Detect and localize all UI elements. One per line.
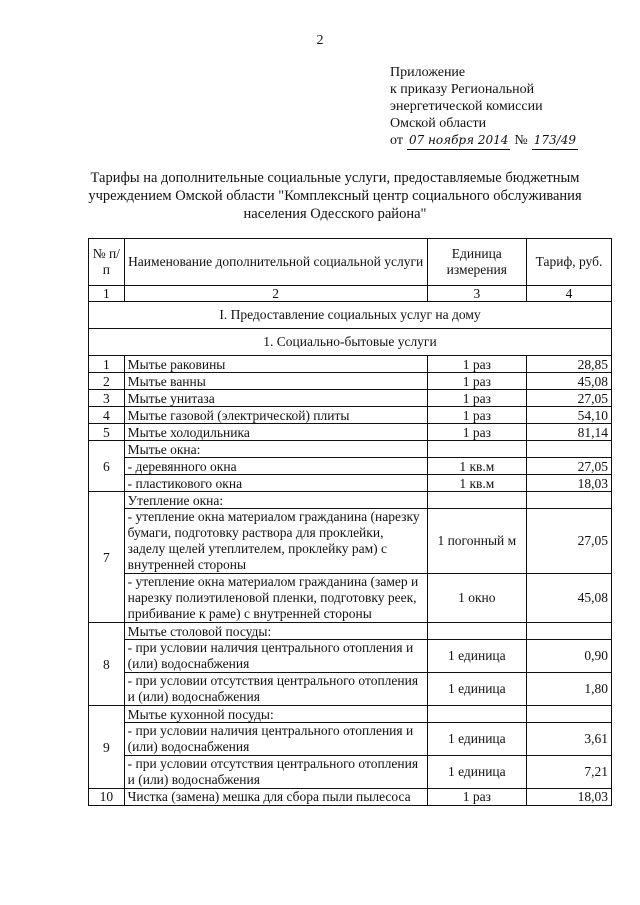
row-number: 5 bbox=[89, 424, 125, 441]
tariff: 18,03 bbox=[526, 475, 611, 492]
tariff: 18,03 bbox=[526, 789, 611, 806]
unit: 1 раз bbox=[427, 373, 526, 390]
unit: 1 единица bbox=[427, 640, 526, 673]
table-row bbox=[89, 424, 612, 441]
service-group-title: Утепление окна: bbox=[124, 492, 427, 509]
tariff bbox=[526, 492, 611, 509]
service-name: - деревянного окна bbox=[124, 458, 427, 475]
unit: 1 единица bbox=[427, 673, 526, 706]
appendix-block bbox=[390, 64, 578, 150]
unit bbox=[427, 706, 526, 723]
appendix-line: Омской области bbox=[390, 116, 487, 131]
column-number-row bbox=[89, 286, 612, 302]
table-row bbox=[89, 623, 612, 640]
tariff: 27,05 bbox=[526, 390, 611, 407]
unit: 1 погонный м bbox=[427, 509, 526, 574]
unit bbox=[427, 441, 526, 458]
unit: 1 раз bbox=[427, 407, 526, 424]
appendix-line: энергетической комиссии bbox=[390, 99, 543, 114]
service-name: Мытье унитаза bbox=[124, 390, 427, 407]
table-row bbox=[89, 390, 612, 407]
row-number: 9 bbox=[89, 706, 125, 789]
table-row bbox=[89, 673, 612, 706]
service-group-title: Мытье окна: bbox=[124, 441, 427, 458]
table-row bbox=[89, 492, 612, 509]
tariff: 3,61 bbox=[526, 723, 611, 756]
row-number: 8 bbox=[89, 623, 125, 706]
tariff bbox=[526, 441, 611, 458]
service-name: - при условии наличия центрального отопления и (или) водоснабжения bbox=[124, 640, 427, 673]
service-name: Мытье раковины bbox=[124, 356, 427, 373]
table-row bbox=[89, 441, 612, 458]
service-name: Чистка (замена) мешка для сбора пыли пылесоса bbox=[124, 789, 427, 806]
service-name: - при условии отсутствия центрального отопления и (или) водоснабжения bbox=[124, 673, 427, 706]
section-title: I. Предоставление социальных услуг на дому bbox=[89, 302, 612, 329]
tariff: 27,05 bbox=[526, 458, 611, 475]
table-row bbox=[89, 723, 612, 756]
appendix-order-line bbox=[390, 132, 578, 150]
tariff: 81,14 bbox=[526, 424, 611, 441]
column-number: 3 bbox=[427, 286, 526, 302]
unit: 1 кв.м bbox=[427, 475, 526, 492]
tariff-table bbox=[88, 238, 612, 806]
handwritten-number: 173/49 bbox=[532, 132, 578, 150]
handwritten-date: 07 ноября 2014 bbox=[407, 132, 510, 150]
row-number: 6 bbox=[89, 441, 125, 492]
header-tariff: Тариф, руб. bbox=[526, 239, 611, 286]
table-row bbox=[89, 574, 612, 623]
service-name: - при условии наличия центрального отопления и (или) водоснабжения bbox=[124, 723, 427, 756]
unit: 1 раз bbox=[427, 789, 526, 806]
tariff: 45,08 bbox=[526, 574, 611, 623]
tariff: 45,08 bbox=[526, 373, 611, 390]
table-row bbox=[89, 640, 612, 673]
service-group-title: Мытье столовой посуды: bbox=[124, 623, 427, 640]
tariff bbox=[526, 706, 611, 723]
table-header-row bbox=[89, 239, 612, 286]
unit: 1 окно bbox=[427, 574, 526, 623]
column-number: 4 bbox=[526, 286, 611, 302]
table-row bbox=[89, 706, 612, 723]
table-row bbox=[89, 373, 612, 390]
row-number: 2 bbox=[89, 373, 125, 390]
service-name: - пластикового окна bbox=[124, 475, 427, 492]
table-row bbox=[89, 509, 612, 574]
row-number: 4 bbox=[89, 407, 125, 424]
appendix-line: к приказу Региональной bbox=[390, 82, 535, 97]
number-sign: № bbox=[514, 133, 528, 148]
unit: 1 раз bbox=[427, 424, 526, 441]
subsection-title: 1. Социально-бытовые услуги bbox=[89, 329, 612, 356]
unit: 1 единица bbox=[427, 723, 526, 756]
unit bbox=[427, 492, 526, 509]
tariff: 1,80 bbox=[526, 673, 611, 706]
table-row bbox=[89, 458, 612, 475]
unit: 1 кв.м bbox=[427, 458, 526, 475]
tariff bbox=[526, 623, 611, 640]
table-row bbox=[89, 407, 612, 424]
column-number: 1 bbox=[89, 286, 125, 302]
tariff: 7,21 bbox=[526, 756, 611, 789]
subsection-row bbox=[89, 329, 612, 356]
tariff: 27,05 bbox=[526, 509, 611, 574]
row-number: 10 bbox=[89, 789, 125, 806]
header-service-name: Наименование дополнительной социальной услуги bbox=[124, 239, 427, 286]
unit: 1 раз bbox=[427, 356, 526, 373]
document-title: Тарифы на дополнительные социальные услуги, предоставляемые бюджетным учреждением Омской области "Комплексный центр социального обслуживания населения Одесского района" bbox=[88, 170, 582, 222]
appendix-line: Приложение bbox=[390, 65, 466, 80]
row-number: 7 bbox=[89, 492, 125, 623]
unit bbox=[427, 623, 526, 640]
service-group-title: Мытье кухонной посуды: bbox=[124, 706, 427, 723]
service-name: Мытье газовой (электрической) плиты bbox=[124, 407, 427, 424]
tariff: 0,90 bbox=[526, 640, 611, 673]
page-number: 2 bbox=[316, 33, 324, 48]
service-name: Мытье холодильника bbox=[124, 424, 427, 441]
service-name: - утепление окна материалом гражданина (нарезку бумаги, подготовку раствора для проклейки, заделу щелей утеплителем, проклейку рам) с внутренней стороны bbox=[124, 509, 427, 574]
header-unit: Единица измерения bbox=[427, 239, 526, 286]
table-row bbox=[89, 756, 612, 789]
service-name: - утепление окна материалом гражданина (замер и нарезку полиэтиленовой пленки, подготовку реек, прибивание к раме) с внутренней стороны bbox=[124, 574, 427, 623]
tariff: 28,85 bbox=[526, 356, 611, 373]
unit: 1 единица bbox=[427, 756, 526, 789]
section-row bbox=[89, 302, 612, 329]
table-row bbox=[89, 475, 612, 492]
table-row bbox=[89, 356, 612, 373]
row-number: 3 bbox=[89, 390, 125, 407]
service-name: - при условии отсутствия центрального отопления и (или) водоснабжения bbox=[124, 756, 427, 789]
tariff: 54,10 bbox=[526, 407, 611, 424]
unit: 1 раз bbox=[427, 390, 526, 407]
header-number: № п/п bbox=[89, 239, 125, 286]
column-number: 2 bbox=[124, 286, 427, 302]
table-row bbox=[89, 789, 612, 806]
from-label: от bbox=[390, 133, 403, 148]
row-number: 1 bbox=[89, 356, 125, 373]
service-name: Мытье ванны bbox=[124, 373, 427, 390]
